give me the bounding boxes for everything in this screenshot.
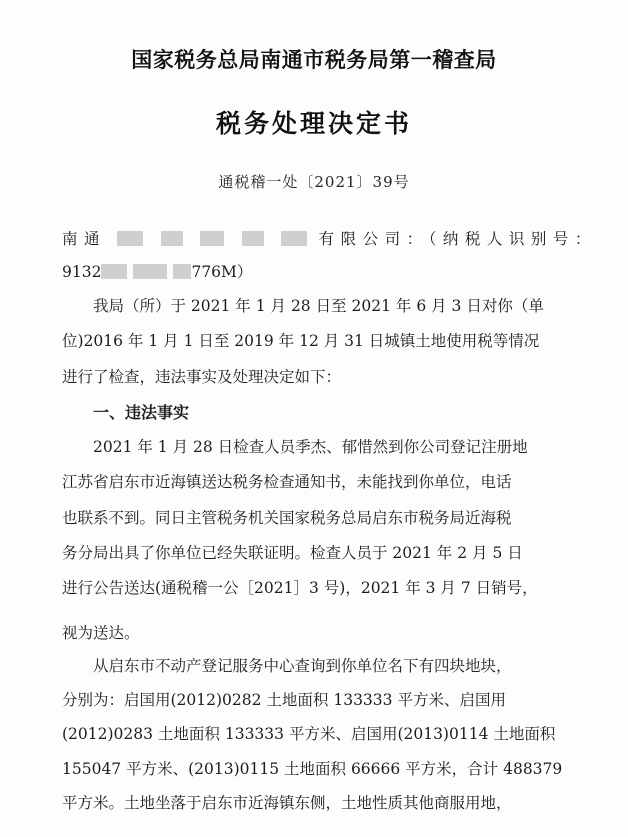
paragraph-1-line-2: 位)2016 年 1 月 1 日至 2019 年 12 月 31 日城镇土地使用税等情况 (62, 332, 540, 350)
redaction-block (242, 231, 264, 246)
paragraph-2-line-1: 2021 年 1 月 28 日检查人员季杰、郁惜然到你公司登记注册地 (93, 438, 528, 456)
redaction-block (161, 231, 183, 246)
redaction-block (117, 231, 143, 246)
redaction-block (200, 231, 224, 246)
paragraph-1-line-3: 进行了检查，违法事实及处理决定如下： (62, 368, 342, 386)
paragraph-2-line-3: 也联系不到。同日主管税务机关国家税务总局启东市税务局近海税 (62, 509, 512, 527)
paragraph-2-line-5: 进行公告送达(通税稽一公［2021］3 号)，2021 年 3 月 7 日销号， (62, 579, 538, 597)
redaction-block (133, 264, 167, 279)
paragraph-3-line-3: (2012)0283 土地面积 133333 平方米、启国用(2013)0114 土地面积 (62, 725, 556, 743)
taxpayer-id-prefix: 9132 (62, 263, 102, 281)
paragraph-3-line-4: 155047 平方米、(2013)0115 土地面积 66666 平方米，合计 488379 (62, 760, 563, 778)
document-number: 通税稽一处〔2021〕39号 (218, 173, 410, 191)
issuing-agency: 国家税务总局南通市税务局第一稽查局 (131, 48, 497, 72)
section-heading-violation-facts: 一、违法事实 (93, 403, 190, 422)
addressee-line-1 (62, 229, 597, 249)
addressee-suffix: 有限公司：（纳税人识别号： (318, 230, 597, 248)
redaction-block (173, 264, 191, 279)
taxpayer-id-suffix: 776M） (191, 263, 253, 281)
document-title: 税务处理决定书 (215, 109, 412, 138)
addressee-line-2 (62, 262, 252, 282)
paragraph-3-line-5: 平方米。土地坐落于启东市近海镇东侧，土地性质其他商服用地， (62, 794, 512, 812)
paragraph-2-line-4: 务分局出具了你单位已经失联证明。检查人员于 2021 年 2 月 5 日 (62, 544, 523, 562)
addressee-prefix: 南通 (62, 230, 107, 248)
paragraph-3-line-2: 分别为：启国用(2012)0282 土地面积 133333 平方米、启国用 (62, 691, 506, 709)
paragraph-2-line-2: 江苏省启东市近海镇送达税务检查通知书，未能找到你单位，电话 (62, 473, 512, 491)
redaction-block (101, 264, 127, 279)
redaction-block (281, 231, 307, 246)
paragraph-2-line-6: 视为送达。 (62, 624, 140, 642)
paragraph-1-line-1: 我局（所）于 2021 年 1 月 28 日至 2021 年 6 月 3 日对你（单 (93, 297, 544, 315)
paragraph-3-line-1: 从启东市不动产登记服务中心查询到你单位名下有四块地块， (93, 657, 512, 675)
